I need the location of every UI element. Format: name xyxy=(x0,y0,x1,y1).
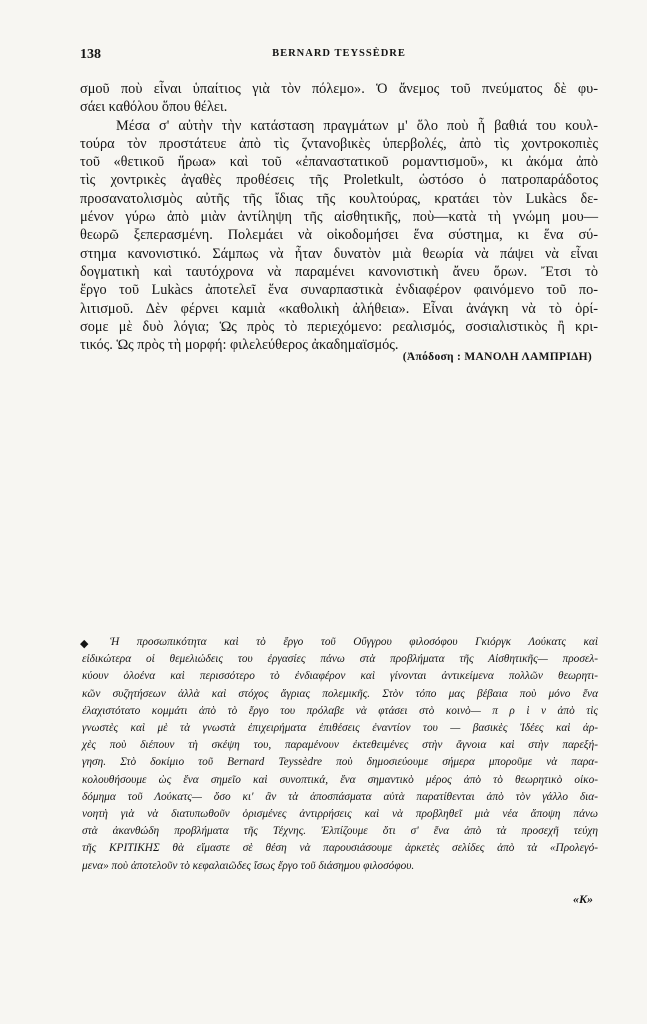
body-line: τούρα τὸν προστάτευε ἀπὸ τὶς ζντανοβικὲς ὑπερβολές, ἀπὸ τὶς χοντροκοπιὲς xyxy=(80,135,598,152)
body-line: λιτισμοῦ. Δὲν φέρνει καμιὰ «καθολικὴ ἀλήθεια». Εἶναι ἀνάγκη νὰ τὸ ὁρί- xyxy=(80,300,598,317)
note-line: μενα» ποὺ ἀποτελοῦν τὸ κεφαλαιῶδες ἴσως ἔργο τοῦ διάσημου φιλοσόφου. xyxy=(82,859,415,872)
page-number: 138 xyxy=(80,47,101,62)
body-line: μένον γύρω ἀπὸ μιὰν ἀντίληψη τῆς αἰσθητικῆς, ποὺ—κατὰ τὴ γνώμη μου— xyxy=(80,209,598,226)
body-line: ἔργο τοῦ Lukàcs ἀποτελεῖ ἕνα συναρπαστικὰ ἐνδιαφέρον φαινόμενο τοῦ πο- xyxy=(80,282,598,299)
body-line: δογματικὴ καὶ ταυτόχρονα νὰ παραμένει κανονιστικὴ ἄνευ ὅρων. Ἔτσι τὸ xyxy=(80,263,598,280)
body-line: τοῦ «θετικοῦ ἥρωα» καὶ τοῦ «ἐπαναστατικοῦ ρομαντισμοῦ», κι ἀκόμα ἀπὸ xyxy=(80,154,598,171)
note-line: δόμημα τοῦ Λούκατς— ὅσο κι' ἂν τὰ ἀποσπάσματα αὐτὰ παρατίθενται ἀπὸ τὸν γάλλο δια- xyxy=(82,790,598,803)
page-header xyxy=(80,47,598,63)
note-line: εἰδικώτερα οἱ θεμελιώδεις του ἐργασίες πάνω στὰ προβλήματα τῆς Αἰσθητικῆς— προσελ- xyxy=(82,653,598,666)
note-line: στὰ ἀκανθώδη προβλήματα τῆς Τέχνης. Ἐλπίζουμε ὅτι σ' ἕνα ἀπὸ τὰ προσεχῆ τεύχη xyxy=(82,825,598,838)
body-line: τικός. Ὡς πρὸς τὴ μορφή: φιλελεύθερος ἀκαδημαϊσμός. xyxy=(80,337,399,354)
note-line: γηση. Στὸ δοκίμιο τοῦ Bernard Teyssèdre ποὺ δημοσιεύουμε σήμερα μποροῦμε νὰ παρα- xyxy=(82,756,598,769)
body-line: θεωρῶ ξεπερασμένη. Πολεμάει νὰ οἰκοδομήσει ἕνα σύστημα, κι ἕνα σύ- xyxy=(80,227,598,244)
diamond-bullet-icon: ◆ xyxy=(80,638,89,650)
note-line: νοητὴ γιὰ νὰ διατυπωθοῦν ὁρισμένες ἀντιρρήσεις καὶ νὰ προβληθεῖ μιὰ νέα ἄποψη πάνω xyxy=(82,808,598,821)
translator-credit: (Ἀπόδοση : ΜΑΝΟΛΗ ΛΑΜΠΡΙΔΗ) xyxy=(402,351,592,363)
body-line: προσανατολισμὸς αὐτῆς τῆς ἴδιας τῆς κουλτούρας, κρατάει τὸν Lukàcs δε- xyxy=(80,190,598,207)
body-line: Μέσα σ' αὐτὴν τὴν κατάσταση πραγμάτων μ' ὅλο ποὺ ἦ βαθιά του κουλ- xyxy=(116,117,598,134)
note-line: γνωστὲς καὶ μὲ τὰ γνωστὰ ἐπιχειρήματα ἐπιθέσεις ἐναντίον του — βασικὲς Ἰδέες καὶ ἀρ- xyxy=(82,722,598,735)
note-line: Ἡ προσωπικότητα καὶ τὸ ἔργο τοῦ Οὔγγρου φιλοσόφου Γκιόργκ Λούκατς καὶ xyxy=(110,636,598,648)
running-head: BERNARD TEYSSÈDRE xyxy=(272,48,406,59)
body-line: σμοῦ ποὺ εἶναι ὑπαίτιος γιὰ τὸν πόλεμο». Ὁ ἄνεμος τοῦ πνεύματος δὲ φυ- xyxy=(80,81,598,97)
note-line: ἐλαχιστότατο κομμάτι ἀπὸ τὸ ἔργο του πρόλαβε νὰ φτάσει στὸ κοινὸ— π ρ ὶ ν ἀπὸ τὶς xyxy=(82,704,598,717)
body-line: τὶς χοντρικὲς ἀγαθὲς προθέσεις τῆς Proletkult, ὡστόσο ὁ πατροπαράδοτος xyxy=(80,172,598,189)
note-line: χὲς ποὺ διέπουν τὴ σκέψη του, παραμένουν ἐκτεθειμένες στὴν ἄγνοια καὶ στὴν παρεξή- xyxy=(82,739,598,752)
note-line: τῆς ΚΡΙΤΙΚΗΣ θὰ εἴμαστε σὲ θέση νὰ παρουσιάσουμε ἀρκετὲς σελίδες ἀπὸ τὰ «Προλεγό- xyxy=(82,842,598,855)
note-line: κῶν συζητήσεων ἀλλὰ καὶ στόχος ἄγριας πολεμικῆς. Στὸν τόπο μας βέβαια ποὺ μόνο ἕνα xyxy=(82,687,598,700)
note-signature: «Κ» xyxy=(572,892,593,906)
note-line: κύουν ὁλοένα καὶ περισσότερο τὸ ἐνδιαφέρον καὶ γίνονται ἀντικείμενα πολλῶν θεωρητι- xyxy=(82,670,598,683)
note-line: κολουθήσουμε ὡς ἕνα σημεῖο καὶ συνοπτικά, ἕνα σημαντικὸ μέρος ἀπὸ τὸ θεωρητικὸ οἰκο- xyxy=(82,773,598,786)
body-text xyxy=(80,80,598,354)
body-line: σάει καθόλου ὅπου θέλει. xyxy=(80,99,228,116)
body-line: στημα κανονιστικό. Σάμπως νὰ ἦταν δυνατὸν μιὰ θεωρία νὰ πάψει νὰ εἶναι xyxy=(80,245,598,262)
editorial-note xyxy=(82,634,598,875)
body-line: σομε μὲ δυὸ λόγια; Ὡς πρὸς τὸ περιεχόμενο: ρεαλισμός, σοσιαλιστικὸς ἢ κρι- xyxy=(80,318,598,335)
